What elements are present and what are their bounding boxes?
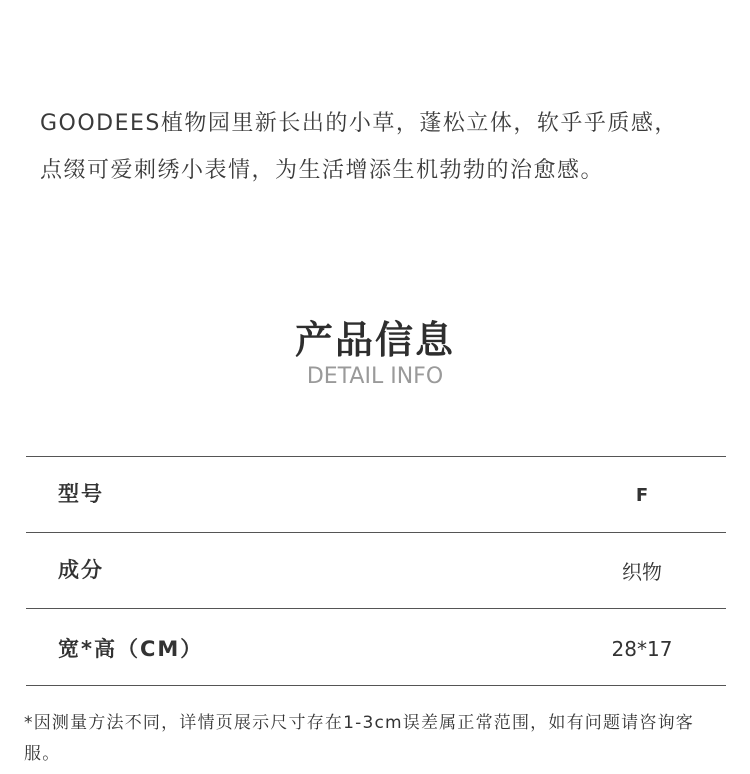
spec-value-model: F <box>635 485 649 506</box>
section-subtitle: DETAIL INFO <box>306 364 444 389</box>
description-line-2: 点缀可爱刺绣小表情，为生活增添生机勃勃的治愈感。 <box>40 158 605 183</box>
spec-row-model <box>26 457 726 533</box>
spec-table <box>26 456 726 686</box>
spec-value-size: 28*17 <box>611 637 673 661</box>
spec-row-size <box>26 609 726 686</box>
spec-label-size: 宽*高（CM） <box>58 637 204 661</box>
spec-label-model: 型号 <box>58 482 104 506</box>
spec-row-material <box>26 533 726 609</box>
section-title: 产品信息 <box>294 318 455 362</box>
spec-label-material: 成分 <box>58 558 104 582</box>
product-description <box>40 100 720 194</box>
spec-value-material: 织物 <box>622 560 662 584</box>
measurement-note: *因测量方法不同，详情页展示尺寸存在1-3cm误差属正常范围，如有问题请咨询客服。 <box>24 713 694 764</box>
description-line-1: GOODEES植物园里新长出的小草，蓬松立体，软乎乎质感， <box>40 111 678 136</box>
